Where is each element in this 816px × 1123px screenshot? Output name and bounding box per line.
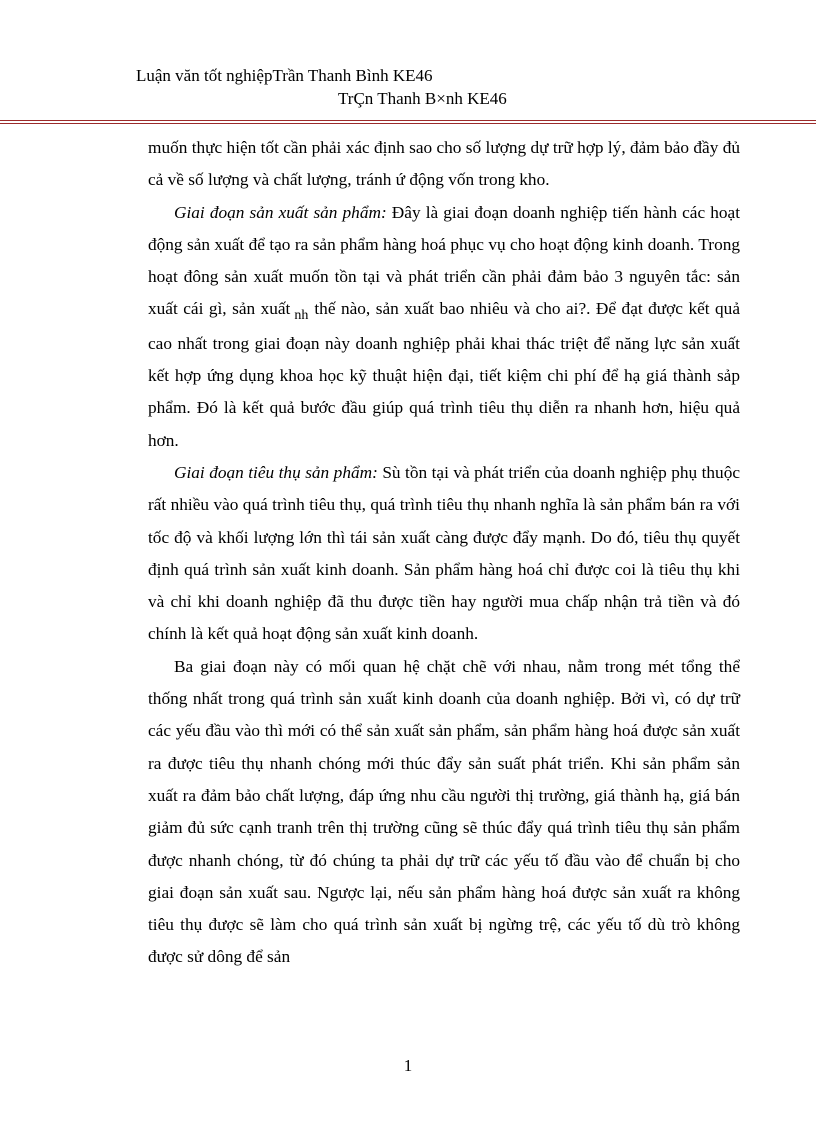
paragraph-2-text-b: thế nào, sản xuất bao nhiêu và cho ai?. Để đạt được kết quả cao nhất trong giai đoạn này doanh nghiệp phải khai thác triệt để năng lực sản xuất kết hợp ứng dụng khoa học kỹ thuật hiện đại, tiết kiệm chi phí để hạ giá thành sảp phẩm. Đó là kết quả bước đầu giúp quá trình tiêu thụ diễn ra nhanh hơn, hiệu quả hơn.	[148, 299, 740, 450]
paragraph-2-lead: Giai đoạn sản xuất sản phẩm:	[174, 202, 387, 222]
paragraph-2-subscript: nh	[294, 308, 309, 324]
page-number: 1	[403, 1056, 413, 1075]
paragraph-3-text: Sù tồn tại và phát triển của doanh nghiệp phụ thuộc rất nhiều vào quá trình tiêu thụ, quá trình tiêu thụ nhanh nghĩa là sản phẩm bán ra với tốc độ và khối lượng lớn thì tái sản xuất càng được đẩy mạnh. Do đó, tiêu thụ quyết định quá trình sản xuất kinh doanh. Sản phẩm hàng hoá chỉ được coi là tiêu thụ khi và chỉ khi doanh nghiệp đã thu được tiền hay người mua chấp nhận trả tiền và đó chính là kết quả hoạt động sản xuất kinh doanh.	[148, 462, 740, 644]
paragraph-3-lead: Giai đoạn tiêu thụ sản phẩm:	[174, 462, 378, 482]
header-divider	[0, 120, 816, 124]
paragraph-2-text-a: Đây là giai đoạn doanh nghiệp tiến hành các hoạt động sản xuất để tạo ra sản phẩm hàng hoá phục vụ cho hoạt động kinh doanh. Trong hoạt đông sản xuất muốn tồn tại và phát triển cần phải đảm bảo 3 nguyên tắc: sản xuất cái gì, sản xuất	[148, 202, 740, 319]
header-title: Luận văn tốt nghiệpTrần Thanh Bình KE46	[136, 66, 433, 85]
header-subtitle: TrÇn Thanh B×nh KE46	[338, 89, 507, 108]
paragraph-4: Ba giai đoạn này có mối quan hệ chặt chẽ với nhau, nằm trong mét tổng thể thống nhất trong quá trình sản xuất kinh doanh của doanh nghiệp. Bởi vì, có dự trữ các yếu đầu vào thì mới có thể sản xuất sản phẩm, sản phẩm hàng hoá được sản xuất ra được tiêu thụ nhanh chóng mới thúc đẩy sản suất phát triển. Khi sản phẩm sản xuất ra đảm bảo chất lượng, đáp ứng nhu cầu người thị trường, giá thành hạ, giá bán giảm đủ sức cạnh tranh trên thị trường cũng sẽ thúc đẩy quá trình tiêu thụ sản phẩm được nhanh chóng, từ đó chúng ta phải dự trữ các yếu tố đầu vào để chuẩn bị cho giai đoạn sản xuất sau. Ngược lại, nếu sản phẩm hàng hoá được sản xuất ra không tiêu thụ được sẽ làm cho quá trình sản xuất bị ngừng trệ, các yếu tố dù trò không được sử dông để sản	[148, 656, 740, 967]
paragraph-3	[148, 457, 740, 651]
document-body	[148, 132, 740, 974]
paragraph-2	[148, 197, 740, 457]
paragraph-1: muốn thực hiện tốt cần phải xác định sao cho số lượng dự trữ hợp lý, đảm bảo đầy đủ cả về số lượng và chất lượng, tránh ứ động vốn trong kho.	[148, 138, 740, 190]
